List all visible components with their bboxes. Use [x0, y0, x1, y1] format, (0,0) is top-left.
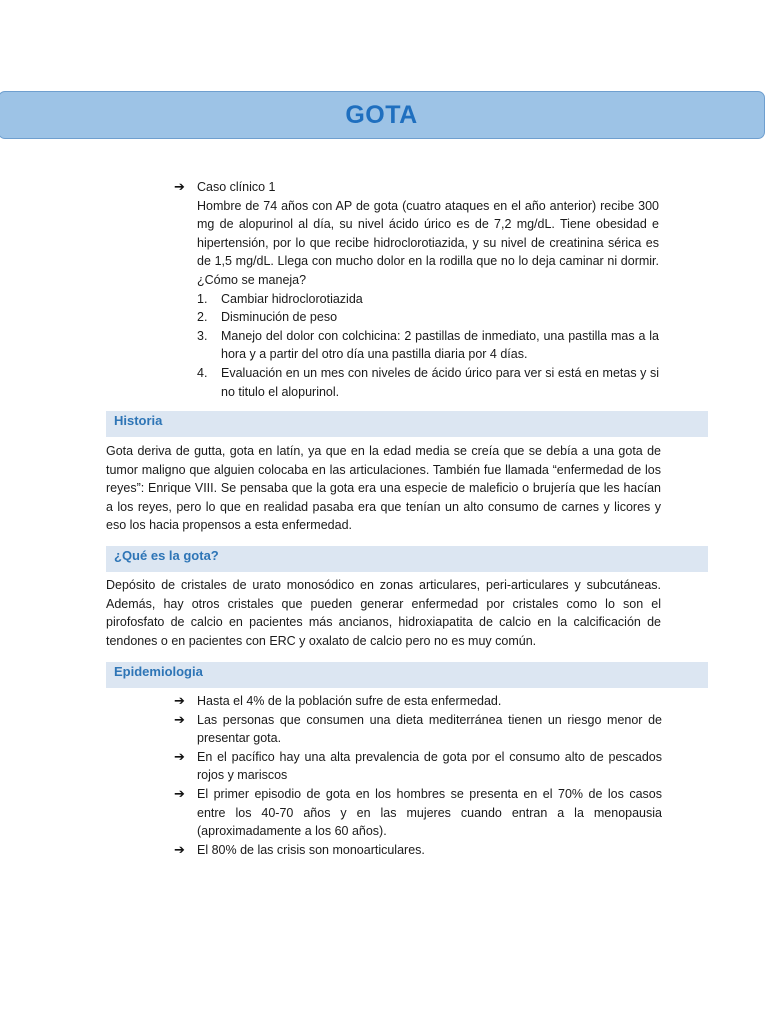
section-header-que-es: ¿Qué es la gota? [106, 546, 708, 572]
case-block [174, 178, 659, 401]
list-item: ➔ Las personas que consumen una dieta mediterránea tienen un riesgo menor de presentar gota. [174, 711, 662, 748]
list-item: ➔ En el pacífico hay una alta prevalencia de gota por el consumo alto de pescados rojos y mariscos [174, 748, 662, 785]
list-item: ➔ Hasta el 4% de la población sufre de esta enfermedad. [174, 692, 662, 711]
case-description: Hombre de 74 años con AP de gota (cuatro ataques en el año anterior) recibe 300 mg de alopurinol al día, su nivel ácido úrico es de 7,2 mg/dL. Tiene obesidad e hipertensión, por lo que recibe hidroclorotiazida, y su nivel de creatinina sérica es de 1,5 mg/dL. Llega con mucho dolor en la rodilla que no lo deja caminar ni dormir. ¿Cómo se maneja? [197, 198, 659, 287]
arrow-right-icon: ➔ [174, 785, 185, 801]
list-item: ➔ El primer episodio de gota en los hombres se presenta en el 70% de los casos entre los 40-70 años y en las mujeres cuando entran a la menopausia (aproximadamente a los 60 años). [174, 785, 662, 841]
que-es-text: Depósito de cristales de urato monosódico en zonas articulares, peri-articulares y subcutáneas. Además, hay otros cristales que pueden generar enfermedad por cristales como lo son el pirofosfato de calcio en pacientes más ancianos, hidroxiapatita de calcio en la calcificación de tendones o en pacientes con ERC y oxalato de calcio pero no es muy común. [106, 578, 661, 648]
list-item: 4. Evaluación en un mes con niveles de ácido úrico para ver si está en metas y si no titulo el alopurinol. [197, 365, 659, 399]
page-title: GOTA [345, 100, 418, 129]
historia-text: Gota deriva de gutta, gota en latín, ya que en la edad media se creía que se debía a una gota de tumor maligno que alguien colocaba en las articulaciones. También fue llamada “enfermedad de los reyes”: Enrique VIII. Se pensaba que la gota era una especie de maleficio o brujería que les hacían a los reyes, pero lo que en realidad pasaba era que tenían un alto consumo de carnes y licores y eso los hacia propensos a esta enfermedad. [106, 444, 661, 533]
epidemiologia-list [174, 692, 662, 859]
section-header-epidemiologia: Epidemiologia [106, 662, 708, 688]
arrow-right-icon: ➔ [174, 711, 185, 727]
case-body [197, 178, 659, 401]
list-item: 3. Manejo del dolor con colchicina: 2 pastillas de inmediato, una pastilla mas a la hora y a partir del otro día una pastilla diaria por 4 días. [197, 328, 659, 362]
list-item: 1. Cambiar hidroclorotiazida [197, 291, 363, 306]
arrow-right-icon: ➔ [174, 841, 185, 857]
title-banner [0, 91, 765, 139]
section-header-historia: Historia [106, 411, 708, 437]
arrow-right-icon: ➔ [174, 693, 185, 708]
case-steps [197, 290, 659, 402]
arrow-right-icon: ➔ [174, 179, 185, 194]
arrow-right-icon: ➔ [174, 748, 185, 764]
list-item: 2. Disminución de peso [197, 310, 338, 325]
list-item: ➔ El 80% de las crisis son monoarticulares. [174, 841, 662, 860]
case-heading: Caso clínico 1 [197, 180, 276, 194]
